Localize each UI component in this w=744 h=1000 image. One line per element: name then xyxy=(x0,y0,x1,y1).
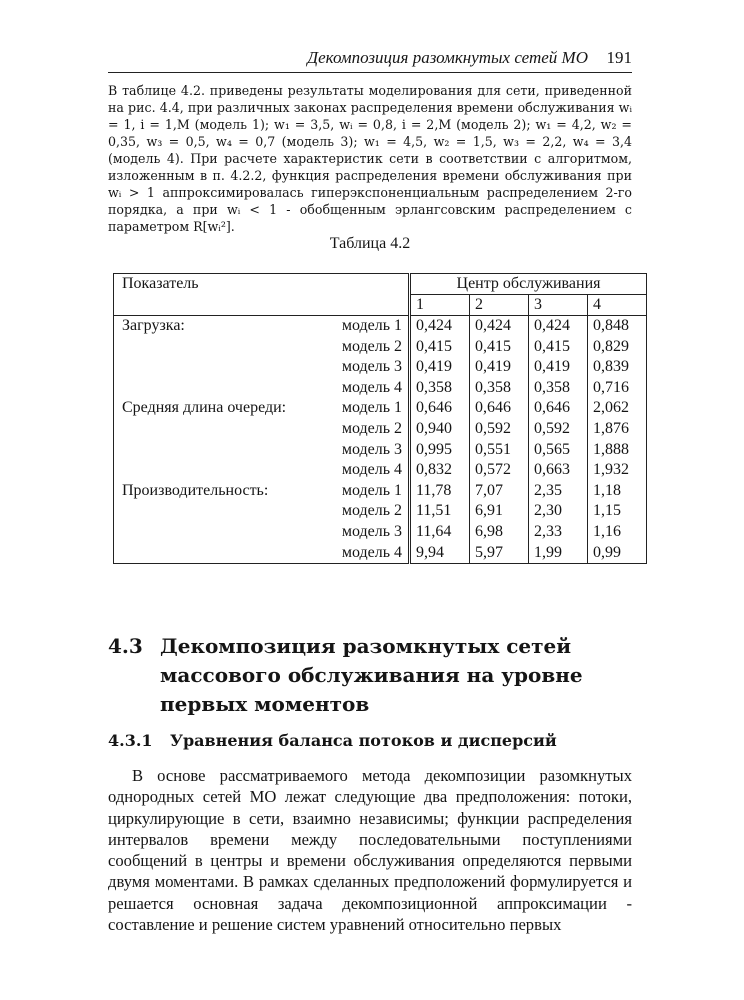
table-caption: Таблица 4.2 xyxy=(329,235,411,252)
table-cell: 0,832 xyxy=(410,460,470,481)
running-header xyxy=(108,48,632,73)
table-cell: 2,30 xyxy=(529,501,588,522)
table-cell: 9,94 xyxy=(410,543,470,564)
table-cell: 1,932 xyxy=(588,460,647,481)
table-cell: 0,415 xyxy=(410,337,470,358)
results-table xyxy=(113,273,647,564)
subsection-title: Уравнения баланса потоков и дисперсий xyxy=(170,731,557,750)
table-cell: 11,51 xyxy=(410,501,470,522)
model-label: модель 3 xyxy=(341,522,402,540)
table-cell: 0,940 xyxy=(410,419,470,440)
table-cell: 0,424 xyxy=(470,316,529,337)
indicator-header: Показатель xyxy=(114,274,410,316)
table-cell: 0,551 xyxy=(470,440,529,461)
table-cell: 0,358 xyxy=(529,378,588,399)
table-row xyxy=(114,481,647,502)
table-cell: 1,16 xyxy=(588,522,647,543)
section-number: 4.3 xyxy=(108,634,143,658)
table-cell: 2,062 xyxy=(588,398,647,419)
table-cell: 1,888 xyxy=(588,440,647,461)
table-row xyxy=(114,357,647,378)
table-cell: 0,663 xyxy=(529,460,588,481)
table-row xyxy=(114,316,647,337)
model-label: модель 2 xyxy=(341,419,402,437)
table-cell: 0,358 xyxy=(410,378,470,399)
model-label: модель 2 xyxy=(341,337,402,355)
model-label: модель 4 xyxy=(317,543,410,564)
table-cell: 0,592 xyxy=(470,419,529,440)
column-header: 2 xyxy=(470,295,529,316)
table-row xyxy=(114,378,647,399)
table-cell: 0,839 xyxy=(588,357,647,378)
table-cell: 6,98 xyxy=(470,522,529,543)
table-cell: 0,415 xyxy=(470,337,529,358)
table-cell: 5,97 xyxy=(470,543,529,564)
table-row xyxy=(114,460,647,481)
table-cell: 1,15 xyxy=(588,501,647,522)
table-cell: 0,995 xyxy=(410,440,470,461)
table-cell: 0,592 xyxy=(529,419,588,440)
intro-paragraph: В таблице 4.2. приведены результаты моделирования для сети, приведенной на рис. 4.4, при различных законах распределения времени обслуживания wᵢ = 1, i = 1,M (модель 1); w₁ = 3,5, wᵢ = 0,8, i = 2,M (модель 2); w₁ = 4,2, w₂ = 0,35, w₃ = 0,5, w₄ = 0,7 (модель 3); w₁ = 4,5, w₂ = 1,5, w₃ = 2,2, w₄ = 3,4 (модель 4). При расчете характеристик сети в соответствии с алгоритмом, изложенным в п. 4.2.2, функция распределения времени обслуживания при wᵢ > 1 аппроксимировалась гиперэкспоненциальным распределением 2-го порядка, а при wᵢ < 1 - обобщенным эрлангсовским распределением с параметром R[wᵢ²]. xyxy=(108,83,632,234)
model-label: модель 4 xyxy=(341,461,402,479)
table-row xyxy=(114,398,647,419)
table-cell: 0,646 xyxy=(410,398,470,419)
column-header: 3 xyxy=(529,295,588,316)
table-cell: 1,99 xyxy=(529,543,588,564)
model-label: модель 3 xyxy=(341,358,402,376)
center-header: Центр обслуживания xyxy=(410,274,647,295)
table-cell: 2,35 xyxy=(529,481,588,502)
page-number: 191 xyxy=(606,48,632,67)
table-cell: 0,358 xyxy=(470,378,529,399)
indicator-label: Производительность: xyxy=(114,481,318,502)
table-cell: 7,07 xyxy=(470,481,529,502)
table-cell: 0,646 xyxy=(529,398,588,419)
column-header: 1 xyxy=(410,295,470,316)
table-cell: 0,572 xyxy=(470,460,529,481)
table-row xyxy=(114,522,647,543)
table-cell: 11,64 xyxy=(410,522,470,543)
table-cell: 0,829 xyxy=(588,337,647,358)
table-row xyxy=(114,440,647,461)
table-row xyxy=(114,501,647,522)
table-cell: 0,716 xyxy=(588,378,647,399)
table-cell: 0,99 xyxy=(588,543,647,564)
table-cell: 0,848 xyxy=(588,316,647,337)
table-cell: 0,565 xyxy=(529,440,588,461)
table-cell: 0,424 xyxy=(410,316,470,337)
table-cell: 11,78 xyxy=(410,481,470,502)
model-label: модель 1 xyxy=(341,399,402,417)
model-label: модель 3 xyxy=(341,440,402,458)
table-cell: 2,33 xyxy=(529,522,588,543)
table-cell: 1,876 xyxy=(588,419,647,440)
table-cell: 1,18 xyxy=(588,481,647,502)
section-title: Декомпозиция разомкнутых сетей массового обслуживания на уровне первых моментов xyxy=(160,634,583,716)
model-label: модель 1 xyxy=(317,316,410,337)
model-label: модель 4 xyxy=(341,378,402,396)
table-cell: 0,419 xyxy=(529,357,588,378)
column-header: 4 xyxy=(588,295,647,316)
subsection-number: 4.3.1 xyxy=(108,731,153,750)
table-cell: 0,415 xyxy=(529,337,588,358)
indicator-label: Средняя длина очереди: xyxy=(114,398,318,419)
table-cell: 6,91 xyxy=(470,501,529,522)
table-row xyxy=(114,543,647,564)
table-cell: 0,419 xyxy=(410,357,470,378)
table-row xyxy=(114,419,647,440)
model-label: модель 1 xyxy=(341,481,402,499)
table-cell: 0,646 xyxy=(470,398,529,419)
running-header-title: Декомпозиция разомкнутых сетей МО xyxy=(307,48,588,67)
table-cell: 0,419 xyxy=(470,357,529,378)
indicator-label: Загрузка: xyxy=(114,316,318,337)
model-label: модель 2 xyxy=(341,502,402,520)
table-cell: 0,424 xyxy=(529,316,588,337)
table-row xyxy=(114,337,647,358)
body-paragraph: В основе рассматриваемого метода декомпозиции разомкнутых однородных сетей МО лежат следующие два предположения: потоки, циркулирующие в сети, взаимно независимы; функции распределения интервалов времени между последовательными поступлениями сообщений в центры и времени обслуживания определяются первыми двумя моментами. В рамках сделанных предположений формулируется и решается основная задача декомпозиционной аппроксимации - составление и решение систем уравнений относительно первых xyxy=(108,766,632,935)
